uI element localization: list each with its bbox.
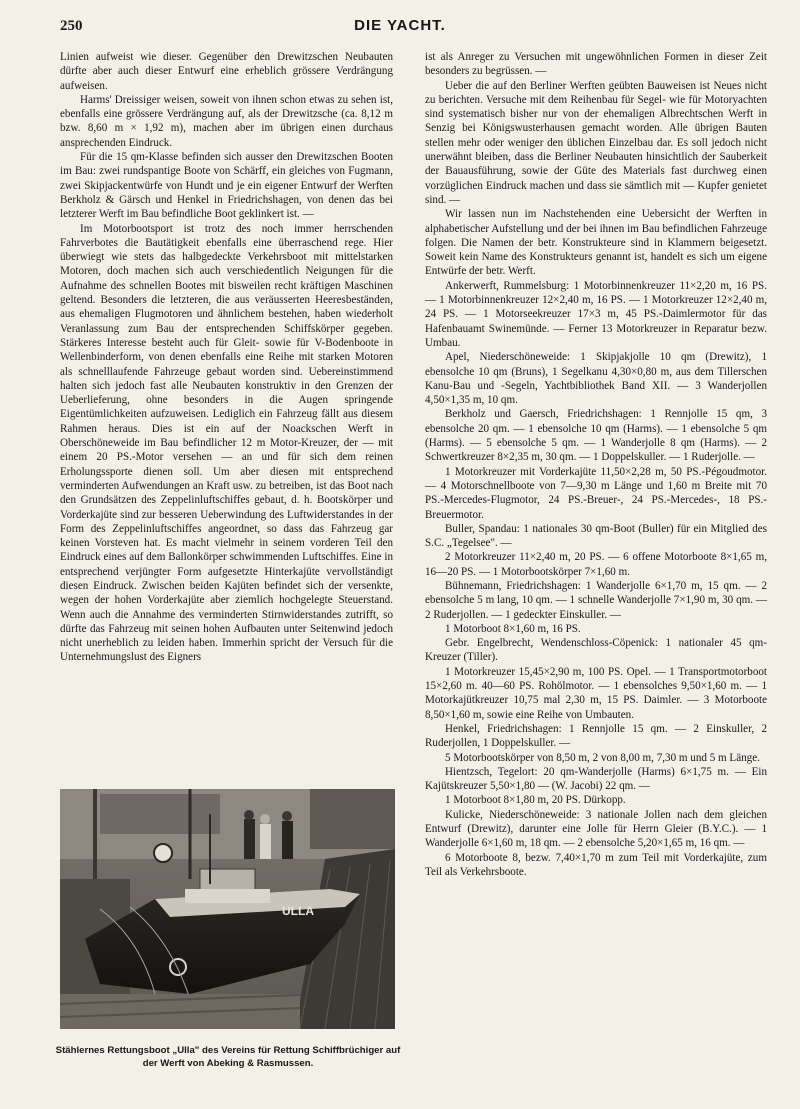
shipyard-entry: 5 Motorbootskörper von 8,50 m, 2 von 8,00 m, 7,30 m und 5 m Länge.: [445, 751, 760, 764]
paragraph: Für die 15 qm-Klasse befinden sich ausser den Drewitzschen Booten im Bau: zwei rundspantige Boote von Schärff, ein gleiches von Fugmann, zwei Skipjackentwürfe von Hundt und je ein eigener Entwurf der Werften Berkholz & Gärsch und Henkel in Friedrichshagen, von denen das bei letzterer Werft im Bau befindliche Boot geklinkert ist. —: [60, 151, 393, 221]
shipyard-entry: Bühnemann, Friedrichshagen: 1 Wanderjolle 6×1,70 m, 15 qm. — 2 ebensolche 5 m lang, 10 qm. — 1 schnelle Wanderjolle 7×1,90 m, 30 qm. — 2 Ruderjollen. — 1 gedeckter Einskuller. —: [425, 579, 767, 621]
shipyard-entry: Gebr. Engelbrecht, Wendenschloss-Cöpenick: 1 nationaler 45 qm-Kreuzer (Tiller).: [425, 637, 767, 664]
shipyard-entry: 2 Motorkreuzer 11×2,40 m, 20 PS. — 6 offene Motorboote 8×1,65 m, 16—20 PS. — 1 Motorbootskörper 7×1,60 m.: [425, 551, 767, 578]
shipyard-entry: Kulicke, Niederschöneweide: 3 nationale Jollen nach dem gleichen Entwurf (Drewitz), darunter eine Jolle für Herrn Gleier (B.Y.C.). — 1 Wanderjolle 6×1,60 m, 18 qm. — 2 ebensolche 5,20×1,65 m, 16 qm. —: [425, 808, 767, 850]
shipyard-entry: Buller, Spandau: 1 nationales 30 qm-Boot (Buller) für ein Mitglied des S.C. „Tegelsee". —: [425, 522, 767, 550]
figure-caption: Stählernes Rettungsboot „Ulla" des Vereins für Rettung Schiffbrüchiger auf der Werft von Abeking & Rasmussen.: [55, 1045, 401, 1069]
shipyard-entry: Hientzsch, Tegelort: 20 qm-Wanderjolle (Harms) 6×1,75 m. — Ein Kajütskreuzer 5,50×1,80 — (W. Jacobi) 22 qm. —: [425, 765, 767, 793]
shipyard-entry: 6 Motorboote 8, bezw. 7,40×1,70 m zum Teil mit Vorderkajüte, zum Teil als Verkehrsboote.: [425, 851, 767, 878]
page-number: 250: [60, 18, 83, 34]
paragraph: Im Motorbootsport ist trotz des noch immer herrschenden Fahrverbotes die Bautätigkeit ebenfalls eine überraschend rege. Hier überwiegt wie stets das halbgedeckte Verkehrsboot mit mittelstarken Motoren, doch machen sich auch verschiedentlich Neigungen für die Aufnahme des schnellen Bootes mit bisweilen recht kräftigen Maschinen geltend. Besonders die letzteren, die aus veräusserten Heeresbeständen, aus ehemaligen Flugmotoren und ähnlichem bestehen, haben wiederholt Veranlassung zum Bau der entsprechenden Schiffskörper gegeben. Stärkeres Interesse besteht auch für Gleit- sowie für V-Bodenboote in Wellenbinderform, von denen ebenfalls eine Reihe mit starken Motoren als schnelllaufende Fahrzeuge gebaut worden sind. Uebereinstimmend halten sich jedoch fast alle Neubauten konstruktiv in den Grenzen der Ueberlieferung, ohne besonders in die Augen springende Eigentümlichkeiten aufzuweisen. Lediglich ein Fahrzeug fällt aus diesem Rahmen heraus. Dies ist ein auf der Noackschen Werft in Oberschöneweide im Bau befindlicher 12 m Motor-Kreuzer, der — mit einem 20 PS.-Motor versehen — an und für sich dem reinen Erholungssporte dienen soll. Um aber diesen mit entsprechend verminderten Aufwendungen an Kraft usw. zu betreiben, ist das Boot nach den Grundsätzen des Zeppelinluftschiffes gebaut, d. h. Bootskörper und Vorderkajüte sind zur besseren Ueberwindung des Luftwiderstandes in der Form des Zeppelinluftschiffes angeordnet, so dass das Fahrzeug gar keinen Vorsteven hat. Es macht vielmehr in seinem vorderen Teil den Eindruck eines auf dem Ballonkörper schwimmenden Luftschiffes. Eine in entsprechend verjüngter Form aufgesetzte Hinterkajüte vervollständigt diesen Eindruck. Zwischen beiden Kajüten befindet sich der versenkte, wegen der hohen Vorderkajüte aber ziemlich hochgelegte Steuerstand. Wenn auch die Annahme des verminderten Stirnwiderstandes zutrifft, so dürfte das Fahrzeug mit seinen hohen Aufbauten unter Seitenwind jedoch nicht unerheblich zu leiden haben. Immerhin spricht der Versuch für die Unternehmungslust des Eigners: [60, 222, 393, 664]
shipyard-entry: 1 Motorboot 8×1,80 m, 20 PS. Dürkopp.: [445, 794, 626, 807]
hull-name: ULLA: [282, 904, 314, 918]
boat-photo: [60, 789, 395, 1029]
shipyard-entry: Berkholz und Gaersch, Friedrichshagen: 1 Rennjolle 15 qm, 3 ebensolche 20 qm. — 1 ebensolche 10 qm (Harms). — 1 ebensolche 5 qm (Harms). — 5 ebensolche 5 qm. — 1 Wanderjolle 8 qm (Harms). — 2 Schwertkreuzer 8×2,35 m, 30 qm. — 1 Doppelskuller. — 1 Ruderjolle. —: [425, 408, 767, 464]
shipyard-entry: Apel, Niederschöneweide: 1 Skipjakjolle 10 qm (Drewitz), 1 ebensolche 10 qm (Bruns), 1 Segelkanu 4,30×0,80 m, aus dem Tillerschen Kanu-Bau und -Segeln, Yachtbibliothek Band XII. — 3 Wanderjollen 4,50×1,35 m, 10 qm.: [425, 351, 767, 407]
journal-title: DIE YACHT.: [354, 17, 446, 34]
paragraph: Harms' Dreissiger weisen, soweit von ihnen schon etwas zu sehen ist, ebenfalls eine grössere Verdrängung auf, als der Drewitzsche (ca. 8,12 m bzw. 8,60 m × 1,92 m), machen aber im übrigen einen durchaus ansprechenden Eindruck.: [60, 93, 393, 149]
rescue-boat-illustration: [60, 789, 395, 1029]
paragraph: Wir lassen nun im Nachstehenden eine Uebersicht der Werften in alphabetischer Aufstellung und der bei ihnen im Bau befindlichen Fahrzeuge folgen. Die Namen der betr. Konstrukteure sind in Klammern beigesetzt. Soweit kein Name des Konstrukteurs genannt ist, handelt es sich um eigene Entwürfe der betr. Werft.: [425, 208, 767, 278]
left-column: [60, 50, 393, 665]
paragraph: ist als Anreger zu Versuchen mit ungewöhnlichen Formen in dieser Zeit besonders zu begrüssen. —: [425, 51, 767, 78]
shipyard-entry: Ankerwerft, Rummelsburg: 1 Motorbinnenkreuzer 11×2,20 m, 16 PS. — 1 Motorbinnenkreuzer 12×2,40 m, 16 PS. — 1 Motorkreuzer 12×2,40 m, 24 PS. — 1 Motorseekreuzer 17×3 m, 45 PS.-Daimlermotor für das Hafenbauamt Swinemünde. — Ferner 13 Motorkreuzer in Reparatur bezw. Umbau.: [425, 279, 767, 349]
shipyard-entry: Henkel, Friedrichshagen: 1 Rennjolle 15 qm. — 2 Einskuller, 2 Ruderjollen, 1 Doppelskuller. —: [425, 722, 767, 750]
shipyard-entry: 1 Motorboot 8×1,60 m, 16 PS.: [445, 622, 581, 635]
right-column: [425, 50, 767, 879]
shipyard-entry: 1 Motorkreuzer 15,45×2,90 m, 100 PS. Opel. — 1 Transportmotorboot 15×2,60 m. 40—60 PS. Rohölmotor. — 1 ebensolches 9,50×1,60 m. — 1 Motorkajütkreuzer 10,75 mal 2,30 m, 15 PS. Daimler. — 3 Motorboote 8,50×1,60 m, sowie eine Reihe von Umbauten.: [425, 665, 767, 721]
paragraph: Ueber die auf den Berliner Werften geübten Bauweisen ist Neues nicht zu berichten. Versuche mit dem Reihenbau für Segel- wie für Motoryachten sind systematisch bisher nur von der ehemaligen Albrechtschen Werft in Senzig bei Königswusterhausen gemacht worden. Alle übrigen Bauten stellen mehr oder weniger den üblichen Einzelbau dar. Es soll jedoch nicht unerwähnt bleiben, dass die Berliner Neubauten hinsichtlich der Sauberkeit der Bauausführung, sowie der Güte des Materials fast durchweg einen vorzüglichen Eindruck machen und dass sie sämtlich mit — Kupfer genietet sind. —: [425, 79, 767, 206]
paragraph: Linien aufweist wie dieser. Gegenüber den Drewitzschen Neubauten dürfte aber auch dieser Entwurf eine erheblich grössere Verdrängung aufweisen.: [60, 51, 393, 92]
shipyard-entry: 1 Motorkreuzer mit Vorderkajüte 11,50×2,28 m, 50 PS.-Pégoudmotor. — 4 Motorschnellboote von 7—9,30 m Länge und 1,60 m Breite mit 70 PS.-Mercedes-Flugmotor, 24 PS.-Breuer-, 24 PS.-Mercedes-, 18 PS.-Breuermotor.: [425, 465, 767, 521]
